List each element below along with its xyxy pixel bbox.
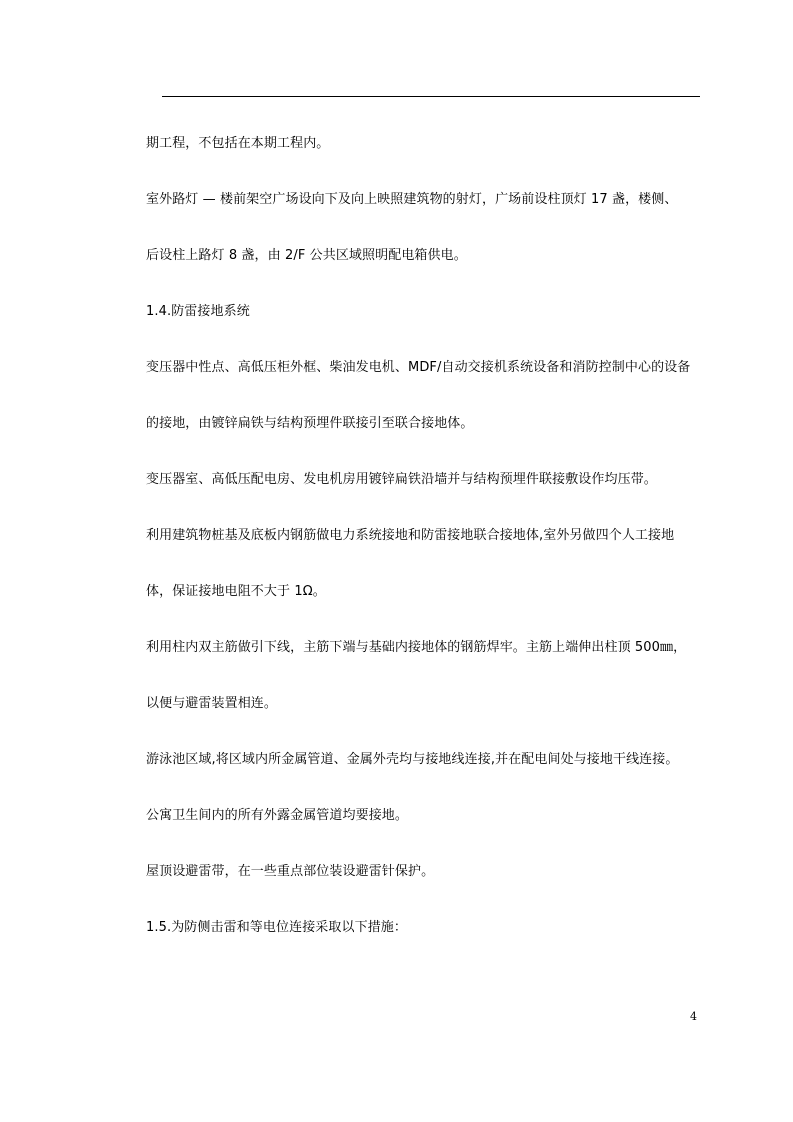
paragraph-line: 利用建筑物桩基及底板内钢筋做电力系统接地和防雷接地联合接地体,室外另做四个人工接地 (146, 528, 675, 543)
paragraph-line: 游泳池区域,将区域内所金属管道、金属外壳均与接地线连接,并在配电间处与接地干线连接。 (146, 752, 679, 767)
paragraph-line: 以便与避雷装置相连。 (146, 696, 278, 711)
paragraph-line: 公寓卫生间内的所有外露金属管道均要接地。 (146, 808, 409, 823)
paragraph-line: 室外路灯 — 楼前架空广场设向下及向上映照建筑物的射灯，广场前设柱顶灯 17 盏，楼侧、 (146, 192, 678, 207)
paragraph-line: 的接地，由镀锌扁铁与结构预埋件联接引至联合接地体。 (146, 416, 474, 431)
paragraph-line: 变压器中性点、高低压柜外框、柴油发电机、MDF/自动交接机系统设备和消防控制中心的设备 (146, 360, 691, 375)
page-number: 4 (690, 1010, 697, 1023)
section-heading: 1.4.防雷接地系统 (146, 304, 250, 319)
paragraph-line: 体，保证接地电阻不大于 1Ω。 (146, 584, 326, 599)
paragraph-line: 期工程，不包括在本期工程内。 (146, 136, 330, 151)
paragraph-line: 屋顶设避雷带，在一些重点部位装设避雷针保护。 (146, 864, 435, 879)
paragraph-line: 利用柱内双主筋做引下线，主筋下端与基础内接地体的钢筋焊牢。主筋上端伸出柱顶 500㎜， (146, 640, 687, 655)
section-heading: 1.5.为防侧击雷和等电位连接采取以下措施： (146, 920, 408, 935)
paragraph-line: 后设柱上路灯 8 盏，由 2/F 公共区域照明配电箱供电。 (146, 248, 467, 263)
paragraph-line: 变压器室、高低压配电房、发电机房用镀锌扁铁沿墙并与结构预埋件联接敷设作均压带。 (146, 472, 657, 487)
